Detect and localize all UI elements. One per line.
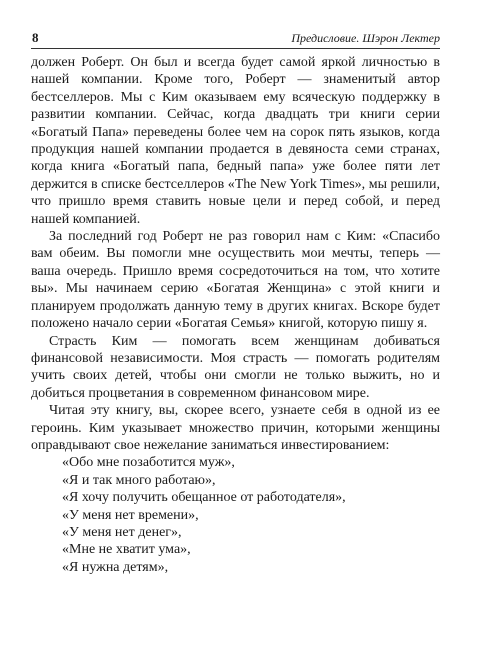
quote-item: «Я нужна детям», <box>62 559 169 575</box>
paragraph: должен Роберт. Он был и всегда будет самой яркой личностью в нашей компании. Кроме того, Роберт — знаменитый автор бестселлеров. Мы с Ким оказываем ему всяческую поддержку в развитии компании. Сейчас, когда двадцать три книги серии «Богатый Папа» переведены более чем на сорок пять языков, когда продукция нашей компании продается в девяноста семи странах, когда книга «Богатый папа, бедный папа» уже более пяти лет держится в списке бестселлеров «The New York Times», мы решили, что пришло время ставить новые цели и перед собой, и перед нашей компанией. <box>31 55 440 227</box>
paragraph: Читая эту книгу, вы, скорее всего, узнаете себя в одной из ее героинь. Ким указывает множество причин, которыми женщины оправдывают свое нежелание заниматься инвестированием: <box>31 403 440 453</box>
quote-item: «Мне не хватит ума», <box>62 542 191 558</box>
quote-item: «У меня нет денег», <box>62 524 182 540</box>
quote-item: «Я хочу получить обещанное от работодателя», <box>62 490 346 506</box>
paragraph: За последний год Роберт не раз говорил нам с Ким: «Спасибо вам обеим. Вы помогли мне осуществить мои мечты, теперь — ваша очередь. Пришло время сосредоточиться на том, что хотите вы». Мы начинаем серию «Богатая Женщина» с этой книги и планируем продолжать данную тему в других книгах. Вскоре будет положено начало серии «Богатая Семья» книгой, которую пишу я. <box>31 229 440 332</box>
quote-item: «Обо мне позаботится муж», <box>62 455 235 471</box>
page-number: 8 <box>32 30 39 45</box>
quote-item: «Я и так много работаю», <box>62 472 216 488</box>
quote-list <box>31 454 440 576</box>
body-text <box>31 54 440 576</box>
page-header <box>31 30 440 49</box>
running-head: Предисловие. Шэрон Лектер <box>291 31 440 45</box>
paragraph: Страсть Ким — помогать всем женщинам добиваться финансовой независимости. Моя страсть — помогать родителям учить своих детей, чтобы они смогли не только выжить, но и добиться процветания в современном финансовом мире. <box>31 333 440 401</box>
quote-item: «У меня нет времени», <box>62 507 199 523</box>
